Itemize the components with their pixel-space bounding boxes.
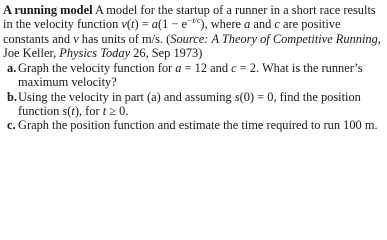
part-c-letter: c. bbox=[7, 118, 16, 133]
part-b-text-5: ≥ 0. bbox=[106, 104, 129, 119]
part-b-letter: b. bbox=[7, 89, 17, 104]
intro-text-1: A model for the startup of a runner in a short race results in the velocity function bbox=[3, 3, 376, 32]
part-b-symbol-s-2: s bbox=[62, 104, 68, 119]
constant-a: a bbox=[151, 17, 158, 32]
source-author: , Joe Keller, bbox=[3, 31, 381, 60]
part-a-symbol-a: a bbox=[175, 61, 182, 76]
part-b-text-4: ), for bbox=[74, 104, 103, 119]
source-label: Source: bbox=[170, 31, 209, 46]
problem-title: A running model bbox=[3, 3, 93, 17]
part-a-text-1: Graph the velocity function for bbox=[18, 61, 176, 76]
parts-list bbox=[3, 61, 381, 132]
part-a-letter: a. bbox=[7, 61, 17, 76]
part-c bbox=[3, 118, 381, 132]
part-b bbox=[3, 90, 381, 119]
source-journal: Physics Today bbox=[59, 45, 131, 60]
intro-text-2: are positive constants and bbox=[3, 17, 341, 46]
paren-open: ( bbox=[126, 17, 132, 32]
part-b-text-3: ( bbox=[67, 104, 72, 119]
part-a-text-3: = 2. What is the runner’s maximum velocity? bbox=[18, 61, 363, 90]
equals-text: ) = bbox=[134, 17, 152, 32]
velocity-symbol: v bbox=[121, 17, 127, 32]
intro-text-3: has units of m/s. ( bbox=[78, 31, 171, 46]
part-b-text-2: (0) = 0, find the position function bbox=[18, 89, 361, 119]
exponent: −t/c bbox=[187, 16, 201, 26]
close-where: ), where bbox=[200, 17, 241, 32]
part-b-symbol-t: t bbox=[71, 104, 75, 119]
time-symbol: t bbox=[131, 17, 135, 32]
one-minus-e: (1 − e bbox=[157, 17, 187, 32]
part-a-text-2: = 12 and bbox=[181, 61, 232, 76]
part-b-symbol-s: s bbox=[234, 89, 240, 104]
and-text: and bbox=[250, 17, 275, 32]
part-a-symbol-c: c bbox=[231, 61, 237, 76]
problem-statement bbox=[3, 3, 381, 60]
constant-a-2: a bbox=[244, 17, 251, 32]
part-a bbox=[3, 61, 381, 90]
constant-c: c bbox=[274, 17, 280, 32]
part-b-text-1: Using the velocity in part (a) and assuming bbox=[18, 89, 235, 104]
part-c-text-1: Graph the position function and estimate the time required to run 100 m. bbox=[18, 118, 378, 133]
velocity-symbol-2: v bbox=[73, 31, 79, 46]
source-date: 26, Sep 1973) bbox=[130, 45, 203, 60]
source-title: A Theory of Competitive Running bbox=[211, 31, 378, 46]
part-b-symbol-t-2: t bbox=[102, 104, 107, 119]
